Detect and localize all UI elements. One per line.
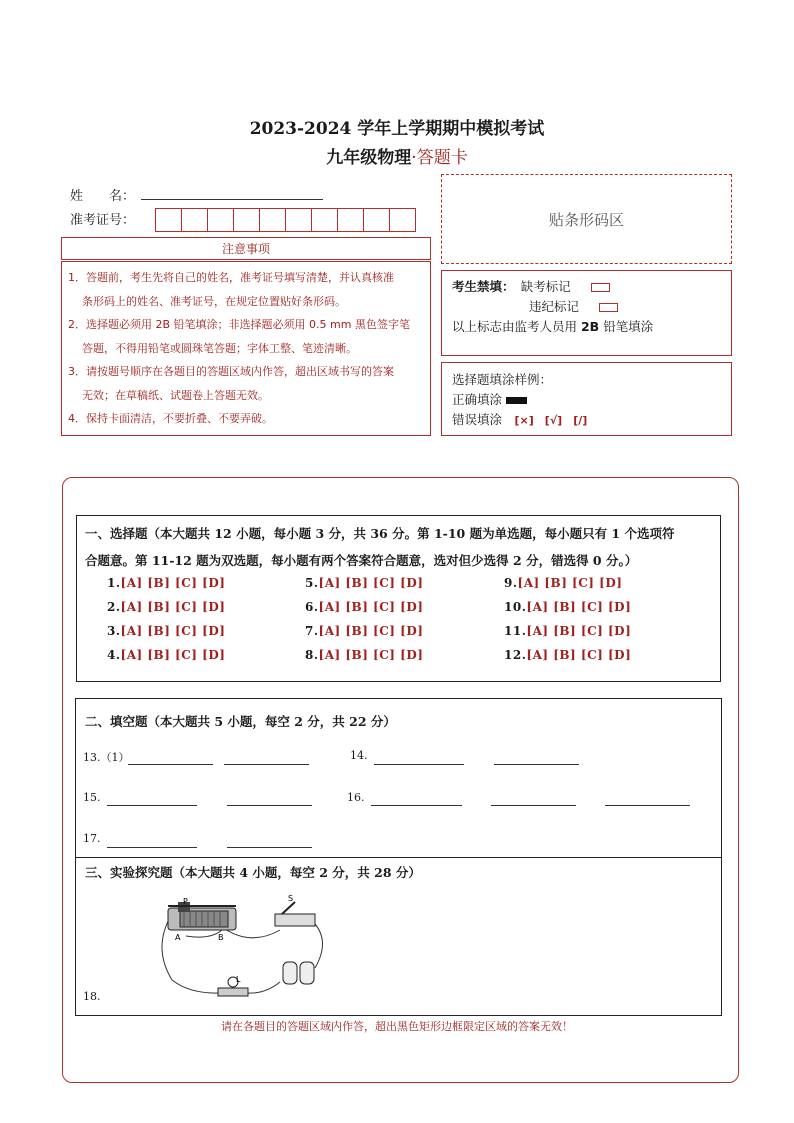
question-number: 3. <box>107 624 121 638</box>
option-bubbles[interactable]: [A] [B] [C] [D] <box>526 624 632 638</box>
notice-item-1: 1．答题前，考生先将自己的姓名，准考证号填写清楚，并认真核准 条形码上的姓名、准考证号，在规定位置贴好条形码。 <box>68 271 394 308</box>
forbid-label: 考生禁填： <box>452 279 509 294</box>
choice-heading-line1: 一、选择题（本大题共 12 小题，每小题 3 分，共 36 分。第 1-10 题为单选题，每小题只有 1 个选项符 <box>85 526 675 541</box>
q14-blank-1[interactable] <box>374 763 464 765</box>
q14-label: 14. <box>350 749 368 762</box>
id-digit-box[interactable] <box>155 208 182 232</box>
option-bubbles[interactable]: [A] [B] [C] [D] <box>526 600 632 614</box>
answer-card-label: 答题卡 <box>416 148 468 168</box>
option-bubbles[interactable]: [A] [B] [C] [D] <box>318 600 424 614</box>
label-b: B <box>218 933 224 942</box>
id-digit-box[interactable] <box>389 208 416 232</box>
option-bubbles[interactable]: [A] [B] [C] [D] <box>318 648 424 662</box>
exam-title: 2023-2024 学年上学期期中模拟考试 <box>249 119 545 139</box>
absent-mark-label: 缺考标记 <box>520 279 571 294</box>
q16-blank-3[interactable] <box>605 804 690 806</box>
choice-row-12[interactable] <box>504 648 631 662</box>
notice-body <box>61 261 431 436</box>
option-bubbles[interactable]: [A] [B] [C] [D] <box>120 600 226 614</box>
boundary-warning: 请在各题目的答题区域内作答，超出黑色矩形边框限定区域的答案无效！ <box>221 1020 573 1033</box>
id-digit-box[interactable] <box>285 208 312 232</box>
q18-label: 18. <box>83 990 101 1003</box>
option-bubbles[interactable]: [A] [B] [C] [D] <box>120 576 226 590</box>
label-a: A <box>175 933 181 942</box>
choice-heading-line2: 合题意。第 11-12 题为双选题，每小题有两个答案符合题意，选对但少选得 2 分，错选得 0 分。） <box>85 553 638 568</box>
id-digit-box[interactable] <box>311 208 338 232</box>
choice-row-3[interactable] <box>107 624 225 638</box>
notice-item-4: 4．保持卡面清洁，不要折叠、不要弄破。 <box>68 412 273 425</box>
q14-blank-2[interactable] <box>494 763 579 765</box>
choice-row-2[interactable] <box>107 600 225 614</box>
sample-title: 选择题填涂样例： <box>452 372 553 387</box>
q13-blank-2[interactable] <box>224 763 309 765</box>
option-bubbles[interactable]: [A] [B] [C] [D] <box>318 624 424 638</box>
violation-mark-label: 违纪标记 <box>529 299 580 314</box>
name-label: 姓 名： <box>70 189 136 204</box>
choice-row-7[interactable] <box>305 624 423 638</box>
choice-row-8[interactable] <box>305 648 423 662</box>
choice-row-6[interactable] <box>305 600 423 614</box>
absent-mark-box[interactable] <box>591 283 610 292</box>
id-number-boxes[interactable] <box>155 208 415 232</box>
q15-blank-1[interactable] <box>107 804 197 806</box>
choice-section <box>76 515 721 682</box>
q16-blank-2[interactable] <box>491 804 576 806</box>
q15-label: 15. <box>83 791 101 804</box>
subject-title: 九年级物理 <box>326 148 412 168</box>
question-number: 4. <box>107 648 121 662</box>
choice-row-10[interactable] <box>504 600 631 614</box>
q17-blank-2[interactable] <box>227 846 312 848</box>
question-number: 7. <box>305 624 319 638</box>
question-number: 2. <box>107 600 121 614</box>
label-l: L <box>236 975 241 984</box>
label-p: P <box>183 897 188 906</box>
notice-item-2: 2．选择题必须用 2B 铅笔填涂；非选择题必须用 0.5 mm 黑色签字笔 答题，不得用铅笔或圆珠笔答题；字体工整、笔迹清晰。 <box>68 318 410 355</box>
card-title <box>0 143 794 168</box>
choice-row-5[interactable] <box>305 576 423 590</box>
id-digit-box[interactable] <box>233 208 260 232</box>
correct-fill-label: 正确填涂 <box>452 392 503 407</box>
question-number: 12. <box>504 648 527 662</box>
choice-row-11[interactable] <box>504 624 631 638</box>
option-bubbles[interactable]: [A] [B] [C] [D] <box>517 576 623 590</box>
option-bubbles[interactable]: [A] [B] [C] [D] <box>318 576 424 590</box>
notice-heading: 注意事项 <box>61 237 431 260</box>
proctor-box <box>441 270 732 356</box>
id-digit-box[interactable] <box>181 208 208 232</box>
fill-heading: 二、填空题（本大题共 5 小题，每空 2 分，共 22 分） <box>85 714 396 729</box>
fill-sample-box <box>441 362 732 436</box>
choice-row-1[interactable] <box>107 576 225 590</box>
question-number: 5. <box>305 576 319 590</box>
q17-label: 17. <box>83 832 101 845</box>
option-bubbles[interactable]: [A] [B] [C] [D] <box>120 648 226 662</box>
id-digit-box[interactable] <box>207 208 234 232</box>
choice-row-9[interactable] <box>504 576 622 590</box>
question-number: 8. <box>305 648 319 662</box>
question-number: 1. <box>107 576 121 590</box>
option-bubbles[interactable]: [A] [B] [C] [D] <box>120 624 226 638</box>
option-bubbles[interactable]: [A] [B] [C] [D] <box>526 648 632 662</box>
label-s: S <box>288 894 294 903</box>
notice-item-3: 3．请按题号顺序在各题目的答题区域内作答，超出区域书写的答案 无效；在草稿纸、试题卷上答题无效。 <box>68 365 394 402</box>
circuit-diagram <box>150 892 340 1002</box>
id-label: 准考证号： <box>70 213 136 228</box>
correct-fill-example <box>506 397 527 404</box>
choice-row-4[interactable] <box>107 648 225 662</box>
section-divider <box>75 857 722 858</box>
id-digit-box[interactable] <box>363 208 390 232</box>
barcode-area: 贴条形码区 <box>441 174 732 264</box>
id-digit-box[interactable] <box>259 208 286 232</box>
question-number: 11. <box>504 624 527 638</box>
q13-label: 13.（1） <box>83 751 130 764</box>
name-field[interactable] <box>141 199 323 200</box>
title-separator: · <box>411 148 417 168</box>
violation-mark-box[interactable] <box>599 303 618 312</box>
q15-blank-2[interactable] <box>227 804 312 806</box>
q13-blank-1[interactable] <box>128 763 213 765</box>
wrong-fill-label: 错误填涂 <box>452 412 503 427</box>
experiment-heading: 三、实验探究题（本大题共 4 小题，每空 2 分，共 28 分） <box>85 865 421 880</box>
id-digit-box[interactable] <box>337 208 364 232</box>
question-number: 9. <box>504 576 518 590</box>
q17-blank-1[interactable] <box>107 846 197 848</box>
forbid-note: 以上标志由监考人员用 2B 铅笔填涂 <box>452 319 654 334</box>
q16-label: 16. <box>347 791 365 804</box>
wrong-fill-examples: [×] [√] [/] <box>514 414 588 427</box>
question-number: 10. <box>504 600 527 614</box>
question-number: 6. <box>305 600 319 614</box>
q16-blank-1[interactable] <box>371 804 462 806</box>
